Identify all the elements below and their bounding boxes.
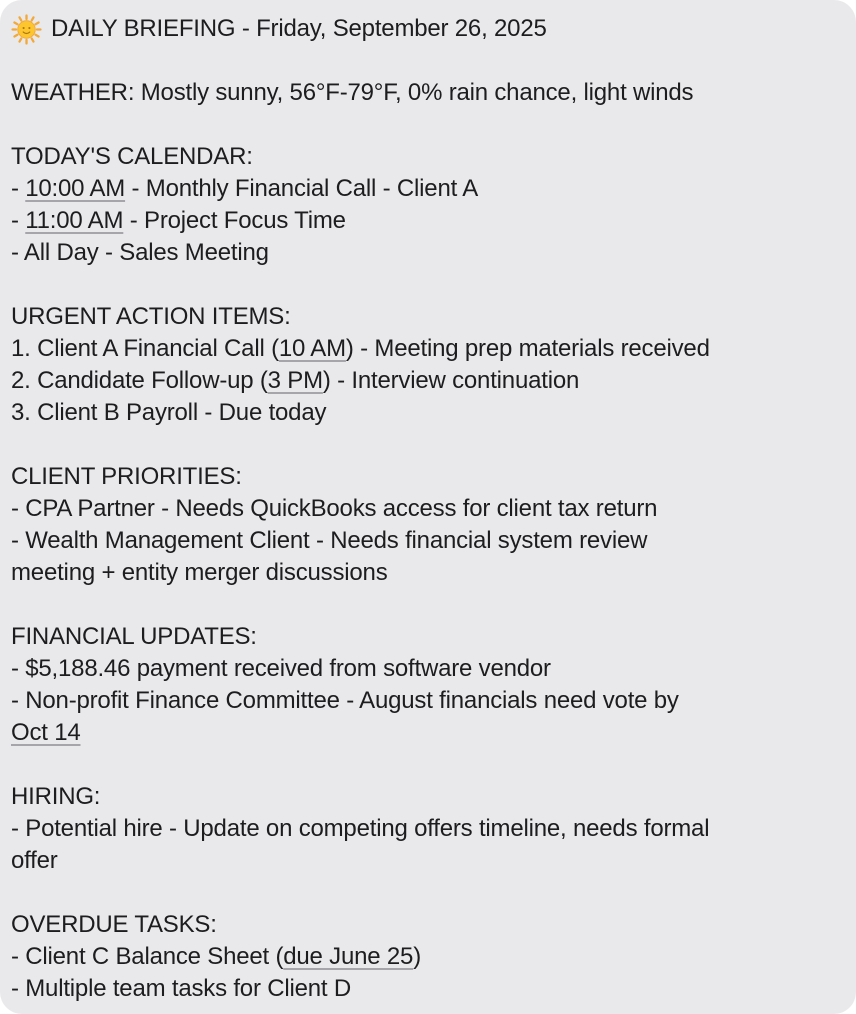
task-text: - Multiple team tasks for Client D (11, 975, 351, 1002)
event-text-pre: - (11, 175, 26, 202)
task-text-post: ) (413, 943, 421, 970)
urgent-action-item (11, 365, 844, 397)
calendar-event-line (11, 237, 844, 269)
calendar-header: TODAY'S CALENDAR: (11, 143, 253, 170)
item-text-post: ) - Meeting prep materials received (345, 335, 710, 362)
weather-line: WEATHER: Mostly sunny, 56°F-79°F, 0% rain chance, light winds (11, 79, 694, 106)
title-text: DAILY BRIEFING - Friday, September 26, 2025 (51, 15, 547, 42)
time-link[interactable]: 10:00 AM (25, 175, 126, 202)
urgent-action-item (11, 333, 844, 365)
financial-updates-header: FINANCIAL UPDATES: (11, 623, 257, 650)
overdue-task-line (11, 973, 844, 1005)
overdue-tasks-header: OVERDUE TASKS: (11, 911, 217, 938)
title-section (11, 13, 844, 45)
hiring-section (11, 781, 844, 877)
sun-icon (11, 14, 42, 45)
financial-updates-section (11, 621, 844, 749)
event-text-pre: - (11, 207, 26, 234)
date-link[interactable]: due June 25 (283, 943, 414, 970)
task-text-pre: - Client C Balance Sheet ( (11, 943, 284, 970)
time-link[interactable]: 10 AM (278, 335, 346, 362)
urgent-actions-header: URGENT ACTION ITEMS: (11, 303, 291, 330)
item-text-pre: 1. Client A Financial Call ( (11, 335, 279, 362)
urgent-actions-section (11, 301, 844, 429)
calendar-section (11, 141, 844, 269)
calendar-event-line (11, 173, 844, 205)
priority-line-wrap: meeting + entity merger discussions (11, 559, 388, 586)
time-link[interactable]: 3 PM (267, 367, 323, 394)
calendar-event-line (11, 205, 844, 237)
financial-line: - $5,188.46 payment received from software vendor (11, 655, 551, 682)
priority-line: - CPA Partner - Needs QuickBooks access for client tax return (11, 495, 658, 522)
hiring-line: - Potential hire - Update on competing offers timeline, needs formal (11, 815, 710, 842)
hiring-line-wrap: offer (11, 847, 58, 874)
client-priorities-header: CLIENT PRIORITIES: (11, 463, 242, 490)
page-title (11, 13, 844, 45)
event-text: - All Day - Sales Meeting (11, 239, 269, 266)
priority-line: - Wealth Management Client - Needs financial system review (11, 527, 648, 554)
event-text-post: - Project Focus Time (123, 207, 346, 234)
financial-line-wrap (11, 717, 844, 749)
overdue-tasks-section (11, 909, 844, 1005)
item-text: 3. Client B Payroll - Due today (11, 399, 327, 426)
client-priorities-section (11, 461, 844, 589)
overdue-task-line (11, 941, 844, 973)
urgent-action-item (11, 397, 844, 429)
weather-section (11, 77, 844, 109)
item-text-pre: 2. Candidate Follow-up ( (11, 367, 268, 394)
item-text-post: ) - Interview continuation (322, 367, 580, 394)
financial-line: - Non-profit Finance Committee - August financials need vote by (11, 687, 679, 714)
time-link[interactable]: 11:00 AM (25, 207, 124, 234)
event-text-post: - Monthly Financial Call - Client A (125, 175, 479, 202)
hiring-header: HIRING: (11, 783, 101, 810)
date-link[interactable]: Oct 14 (11, 719, 81, 746)
